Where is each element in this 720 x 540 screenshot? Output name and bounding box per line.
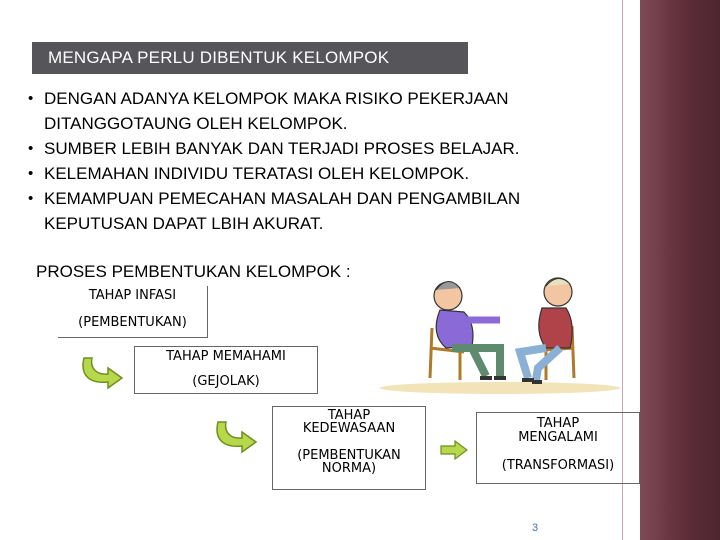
bullet-text: KELEMAHAN INDIVIDU TERATASI OLEH KELOMPOK. — [44, 164, 470, 183]
bullet-text-continued: KEPUTUSAN DAPAT LBIH AKURAT. — [44, 214, 324, 233]
bullet-text: KEMAMPUAN PEMECAHAN MASALAH DAN PENGAMBILAN — [44, 189, 521, 208]
stage-label: TAHAP — [536, 416, 580, 431]
bullet-item — [20, 136, 660, 161]
bullet-dot: • — [28, 165, 34, 182]
curved-arrow-icon — [78, 354, 126, 390]
stage-box-mengalami — [476, 412, 640, 484]
stage-label-continued: KEDEWASAAN — [302, 421, 396, 436]
right-arrow-icon — [440, 440, 468, 460]
bullet-text: DENGAN ADANYA KELOMPOK MAKA RISIKO PEKERJAAN — [44, 89, 509, 108]
bullet-dot: • — [28, 90, 34, 107]
bullet-item — [20, 161, 660, 186]
bullet-text-continued: DITANGGOTAUNG OLEH KELOMPOK. — [44, 114, 348, 133]
stage-label: TAHAP — [327, 408, 371, 423]
stage-label: TAHAP INFASI — [88, 288, 177, 303]
stage-label-continued: MENGALAMI — [518, 430, 598, 445]
stage-sublabel: (TRANSFORMASI) — [501, 458, 615, 473]
stage-box-kedewasaan — [272, 406, 426, 490]
bullet-item — [20, 186, 660, 236]
stage-sublabel: (PEMBENTUKAN — [297, 448, 401, 463]
page-number: 3 — [532, 522, 539, 534]
bullet-dot: • — [28, 190, 34, 207]
bullet-list — [20, 86, 660, 236]
side-decoration-bar — [640, 0, 720, 540]
bullet-dot: • — [28, 140, 34, 157]
bullet-item — [20, 86, 660, 136]
curved-arrow-icon — [212, 418, 260, 454]
stage-sublabel: (PEMBENTUKAN) — [78, 315, 187, 330]
stage-label: TAHAP MEMAHAMI — [166, 349, 286, 364]
stage-box-memahami — [134, 346, 318, 394]
process-subtitle: PROSES PEMBENTUKAN KELOMPOK : — [36, 262, 351, 281]
stage-box-infasi — [58, 286, 208, 338]
slide-title: MENGAPA PERLU DIBENTUK KELOMPOK — [32, 42, 468, 74]
people-talking-illustration — [360, 268, 620, 398]
bullet-text: SUMBER LEBIH BANYAK DAN TERJADI PROSES BELAJAR. — [44, 139, 520, 158]
stage-sublabel-continued: NORMA) — [321, 461, 377, 476]
stage-sublabel: (GEJOLAK) — [192, 374, 260, 389]
